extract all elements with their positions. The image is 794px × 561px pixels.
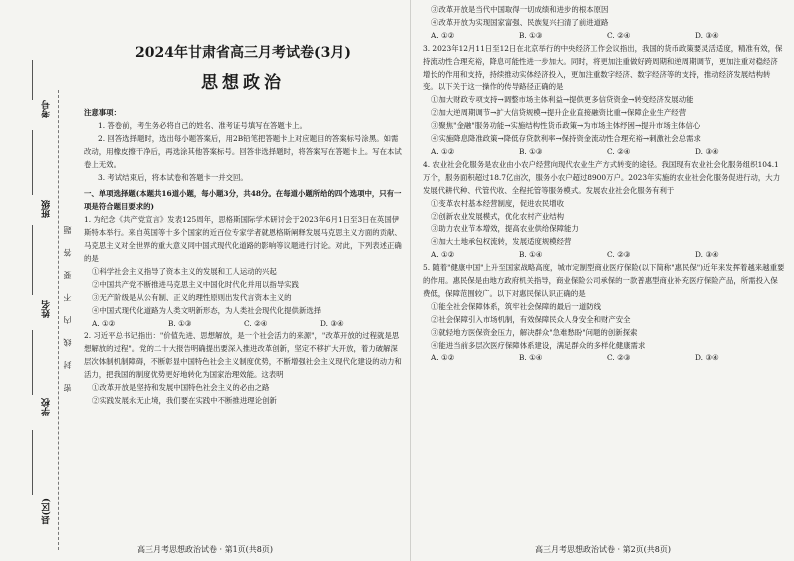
q1-option: ③无产阶级是从公有制、正义的理性原则出发代言资本主义的 xyxy=(92,292,292,302)
q4-option: ③助力农业节本增效，提高农业供给保障能力 xyxy=(431,224,579,234)
notice-item: 2. 回答选择题时，选出每小题答案后，用2B铅笔把答题卡上对应题目的答案标号涂黑。如需改动，用橡皮擦干净后，再选涂其他答案标号。回答非选择题时，将答案写在答题卡上。写在本试卷上无效。 xyxy=(84,133,402,169)
question-2: 2. 习近平总书记指出："价值先进、思想解放，是一个社会活力的来源"，"改革开放的过程就是思想解放的过程"。党的二十大报告明确提出要深入推进改革创新，坚定不移扩大开放，着力破解深层次体制机制障碍，不断彰显中国特色社会主义制度优势，不断增强社会主义现代化建设的动力和活力，把我国的制度优势更好地转化为国家治理效能。这表明 xyxy=(84,331,402,380)
q2-option: ④改革开放为实现国家富强、民族复兴扫清了前进道路 xyxy=(431,17,609,27)
exam-title: 2024年甘肃省高三月考试卷(3月) xyxy=(135,45,351,61)
page-2-content xyxy=(423,4,785,365)
q3-choice-c: C. ②④ xyxy=(607,146,631,156)
question-5: 5. 随着"健康中国"上升至国家战略高度，城市定制型商业医疗保险(以下简称"惠民保")近年来发挥着越来越重要的作用。惠民保是由地方政府机关指导，商业保险公司承保的一款普惠型商业补充医疗保险产品，所需投入保费低，保障范围较广。以下对惠民保认识正确的是 xyxy=(423,263,785,298)
q5-choice-c: C. ②③ xyxy=(607,353,631,363)
q5-choice-b: B. ①④ xyxy=(519,353,543,363)
exam-page-2 xyxy=(410,0,794,561)
q4-option: ②创新农业发展模式，优化农村产业结构 xyxy=(431,211,565,221)
notice-item: 3. 考试结束后，将本试卷和答题卡一并交回。 xyxy=(98,172,248,182)
xianqu-label: 县(区) xyxy=(42,498,52,525)
q4-choice-c: C. ②③ xyxy=(607,250,631,260)
q3-answers xyxy=(423,146,785,159)
q2-choice-c: C. ②④ xyxy=(607,30,631,40)
q3-option: ③聚焦"金融"服务功能→实施结构性货币政策→为市场主体纾困→提升市场主体信心 xyxy=(431,121,701,131)
q2-option: ①改革开放是坚持和发展中国特色社会主义的必由之路 xyxy=(92,383,270,393)
q2-choice-a: A. ①② xyxy=(431,30,455,40)
q1-choice-a: A. ①② xyxy=(92,318,116,328)
xingming-label: 姓名 xyxy=(42,300,52,318)
seal-warning-text: 密 封 线 内 不 要 答 题 xyxy=(63,220,72,392)
q1-choice-b: B. ①③ xyxy=(168,318,192,328)
notice-item: 1. 答卷前，考生务必将自己的姓名、准考证号填写在答题卡上。 xyxy=(98,120,307,130)
q2-option: ③改革开放是当代中国取得一切成绩和进步的根本原因 xyxy=(431,5,609,14)
q5-option: ②社会保障引入市场机制，有效保障民众人身安全和财产安全 xyxy=(431,314,631,324)
q1-option: ②中国共产党不断推进马克思主义中国化时代化并用以指导实践 xyxy=(92,279,299,289)
page-1-content xyxy=(84,12,402,408)
q3-option: ①加大财政专项支持→调整市场主体利益→提供更多信贷资金→转变经济发展动能 xyxy=(431,95,694,105)
question-1: 1. 为纪念《共产党宣言》发表125周年，思格斯国际学术研讨会于2023年6月1日至3日在英国伊斯特本举行。来自英国等十多个国家的近百位专家学者就恩格斯阐释发展马克思主义方面的贡献、马克思主义对全世界的重大意义同中国式现代化道路的影响等议题进行讨论。对此，下列表述正确的是 xyxy=(84,215,402,263)
q5-answers xyxy=(423,352,785,365)
q4-option: ④加大土地承包权流转，发展适度规模经营 xyxy=(431,237,572,247)
q2-choice-b: B. ①③ xyxy=(519,30,543,40)
q4-choice-b: B. ①④ xyxy=(519,250,543,260)
question-3: 3. 2023年12月11日至12日在北京举行的中央经济工作会议指出，我国的货币政策要灵活适度，精准有效，保持流动性合理充裕，降息可能性进一步加大。同时，将更加注重做好跨周期和逆周期调节，更加注重对稳经济增长的作用和支持，持续推动实体经济投入，更加注重数字经济、数字经济等的支持，推动经济发展结构转变。以下关于这一操作的传导路径正确的是 xyxy=(423,43,783,92)
banji-line xyxy=(32,130,33,195)
xingming-line xyxy=(32,225,33,295)
q5-option: ④能进当前多层次医疗保障体系建设，满足群众的多样化健康需求 xyxy=(431,340,646,350)
page-2-footer: 高三月考思想政治试卷 · 第2页(共8页) xyxy=(534,545,672,554)
section-heading: 一、单项选择题(本题共16道小题，每小题3分，共48分。在每道小题所给的四个选项中，只有一项是符合题目要求的) xyxy=(84,189,402,212)
q3-option: ②加大逆周期调节→扩大信贷规模→提升企业直接融资比重→保障企业生产经营 xyxy=(431,108,687,118)
binding-strip xyxy=(0,0,78,561)
q3-choice-b: B. ①③ xyxy=(519,146,543,156)
q5-option: ①能全社会保障体系，筑牢社会保障的最后一道防线 xyxy=(431,301,601,311)
kaohao-label: 考号 xyxy=(42,100,52,118)
q4-answers xyxy=(423,249,785,262)
q3-choice-d: D. ③④ xyxy=(695,146,719,156)
q2-choice-d: D. ③④ xyxy=(695,30,719,40)
q4-option: ①变革农村基本经营制度，促进农民增收 xyxy=(431,198,565,208)
xuexiao-label: 学校 xyxy=(42,398,52,416)
q5-choice-a: A. ①② xyxy=(431,353,455,363)
q4-choice-a: A. ①② xyxy=(431,250,455,260)
question-4: 4. 农业社会化服务是农业由小农户经营向现代农业生产方式转变的途径。我国现有农业社会化服务组织104.1万个，服务面积超过18.7亿亩次，服务小农户超过8900万户。2023年实施的农业社会化服务促进行动，大力发展代耕代种、代管代收、全程托管等服务模式。发展农业社会化服务有利于 xyxy=(423,159,781,195)
subject-title: 思想政治 xyxy=(201,73,285,93)
q1-option: ④中国式现代化道路为人类文明新形态，为人类社会现代化提供新选择 xyxy=(92,305,322,315)
q5-choice-d: D. ③④ xyxy=(695,353,719,363)
q1-choice-c: C. ②④ xyxy=(244,318,268,328)
notice-heading: 注意事项： xyxy=(84,108,121,117)
kaohao-line xyxy=(32,60,33,100)
banji-label: 班级 xyxy=(42,200,52,218)
page-1-footer: 高三月考思想政治试卷 · 第1页(共8页) xyxy=(136,545,274,554)
q3-choice-a: A. ①② xyxy=(431,146,455,156)
q5-option: ③就轻地方医保资金压力，解决群众"急难愁盼"问题的创新探索 xyxy=(431,327,638,337)
q1-option: ①科学社会主义指导了资本主义的发展和工人运动的兴起 xyxy=(92,266,277,276)
xianqu-line xyxy=(32,430,33,495)
xuexiao-line xyxy=(32,330,33,395)
q1-choice-d: D. ③④ xyxy=(320,318,344,328)
q1-answers xyxy=(84,318,402,331)
q2-answers xyxy=(423,30,785,43)
q4-choice-d: D. ③④ xyxy=(695,250,719,260)
q2-option: ②实践发展永无止境，我们要在实践中不断推进理论创新 xyxy=(92,395,277,405)
seal-dashed-line xyxy=(58,90,59,550)
q3-option: ④实施降息降准政策→降低存贷款利率→保持资金流动性合理充裕→刺激社会总需求 xyxy=(431,134,701,144)
